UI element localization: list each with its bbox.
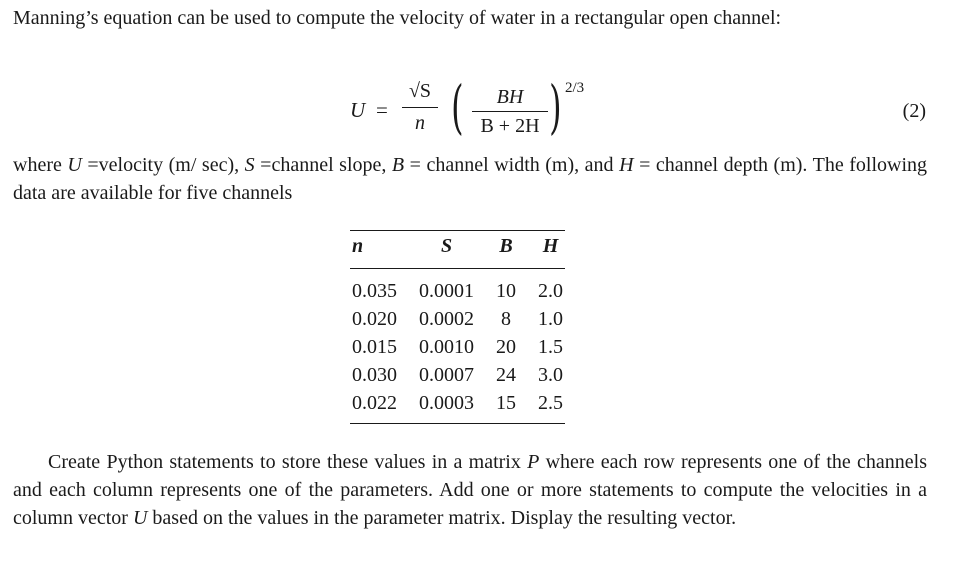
table-cell: 10 (496, 279, 516, 302)
table-cell: 2.0 (538, 279, 563, 302)
table-cell: 8 (501, 307, 511, 330)
table-cell: 0.022 (352, 391, 397, 414)
symbol-h: H (619, 154, 634, 176)
table-row (350, 389, 565, 424)
table-cell: 0.035 (352, 279, 397, 302)
right-parenthesis: ) (549, 73, 562, 141)
sqrt-s-over-n-fraction (402, 80, 438, 135)
table-cell: 0.0001 (419, 279, 474, 302)
fraction-bar (402, 107, 438, 108)
task-text: where each row represents one of the channels and each column represents one of the parameters. Add one or more statements to compute the velocities in a column vector (13, 451, 927, 529)
left-parenthesis: ( (451, 73, 464, 141)
symbol-u: U (132, 507, 148, 529)
table-cell: 24 (496, 363, 516, 386)
table-row (350, 269, 565, 306)
fraction-denominator-b-plus-2h: B + 2H (480, 115, 540, 137)
table-cell: 15 (496, 391, 516, 414)
fraction-bar (472, 111, 548, 112)
task-paragraph (13, 448, 927, 532)
table-cell: 3.0 (538, 363, 563, 386)
table-cell: 0.0003 (419, 391, 474, 414)
table-cell: 0.0007 (419, 363, 474, 386)
column-header-s: S (440, 235, 453, 257)
table-row (350, 361, 565, 389)
table-header-row (350, 231, 565, 269)
equation-lhs: U (350, 98, 366, 122)
equation-exponent: 2/3 (565, 80, 585, 96)
column-header-h: H (542, 235, 559, 257)
table-row (350, 333, 565, 361)
task-text: Create Python statements to store these values in a matrix (48, 451, 528, 473)
definitions-text: = channel depth (m). The following data are available for five channels (13, 154, 927, 204)
definitions-text: =velocity (m/ sec), (81, 154, 245, 176)
intro-paragraph (13, 4, 927, 32)
table-cell: 0.020 (352, 307, 397, 330)
equation-equals: = (376, 98, 388, 122)
definitions-paragraph (13, 151, 927, 207)
definitions-text: =channel slope, (254, 154, 392, 176)
definitions-text: = channel width (m), and (404, 154, 620, 176)
symbol-p: P (527, 451, 540, 473)
column-header-n: n (352, 235, 364, 257)
symbol-u: U (67, 154, 82, 176)
task-text: based on the values in the parameter matrix. Display the resulting vector. (147, 507, 737, 529)
table-cell: 1.0 (538, 307, 563, 330)
fraction-numerator-bh: BH (496, 86, 524, 108)
table-cell: 0.0002 (419, 307, 474, 330)
fraction-numerator-sqrt-s: √S (408, 80, 432, 102)
table-cell: 2.5 (538, 391, 563, 414)
symbol-s: S (244, 154, 255, 176)
table-cell: 20 (496, 335, 516, 358)
intro-text: Manning’s equation can be used to compute the velocity of water in a rectangular open channel: (13, 7, 782, 29)
table-row (350, 305, 565, 333)
table-cell: 0.015 (352, 335, 397, 358)
table-cell: 0.030 (352, 363, 397, 386)
bh-over-b-plus-2h-fraction (472, 86, 548, 138)
column-header-b: B (499, 235, 513, 257)
symbol-b: B (391, 154, 405, 176)
equation-number: (2) (902, 100, 926, 122)
channel-data-table (350, 230, 565, 424)
fraction-denominator-n: n (415, 112, 425, 134)
mannings-equation (340, 70, 640, 150)
definitions-text: where (13, 154, 68, 176)
table-cell: 0.0010 (419, 335, 474, 358)
table-cell: 1.5 (538, 335, 563, 358)
